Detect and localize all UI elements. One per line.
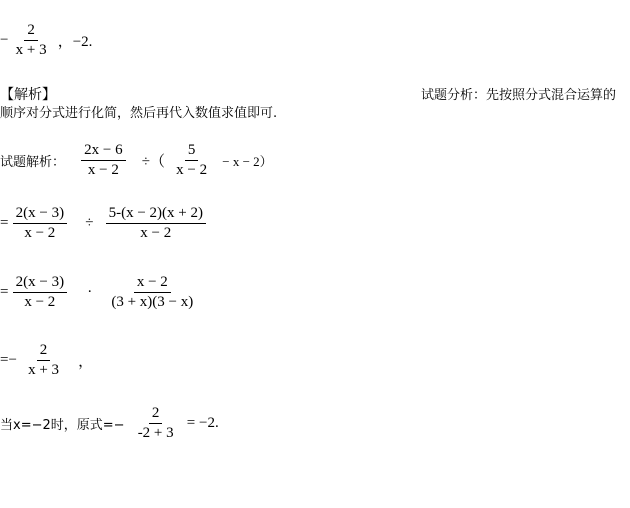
solution-step-1 [0, 142, 273, 179]
step2-divide: ÷ [85, 215, 94, 231]
analysis-heading: 【解析】 [0, 87, 56, 103]
step2-fraction-b [106, 205, 206, 242]
solution-step-5 [0, 405, 219, 442]
step2-fraction-a-denominator: x − 2 [24, 225, 56, 241]
step2-fraction-a-numerator: 2(x − 3) [13, 205, 67, 224]
step3-fraction-a-numerator: 2(x − 3) [13, 274, 67, 293]
step4-fraction-denominator: x + 3 [28, 362, 60, 378]
step3-fraction-b-denominator: (3 + x)(3 − x) [111, 294, 194, 310]
answer-fraction [13, 22, 50, 59]
step5-fraction-numerator: 2 [149, 405, 163, 424]
step2-fraction-b-denominator: x − 2 [140, 225, 172, 241]
step3-multiply: · [87, 284, 93, 300]
step3-equals: = [0, 284, 9, 300]
step1-fraction-a [81, 142, 125, 179]
step2-equals: = [0, 215, 9, 231]
step2-fraction-a [13, 205, 67, 242]
step3-fraction-a [13, 274, 67, 311]
step1-fraction-a-numerator: 2x − 6 [81, 142, 125, 161]
step1-fraction-a-denominator: x − 2 [87, 162, 119, 178]
step5-fraction-denominator: -2 + 3 [137, 425, 174, 441]
solution-label: 试题解析： [0, 155, 66, 170]
step5-tail: = −2. [186, 415, 219, 431]
step1-fraction-b [173, 142, 210, 179]
step4-equals-minus: =− [0, 352, 17, 368]
step2-fraction-b-numerator: 5-(x − 2)(x + 2) [106, 205, 206, 224]
answer-fraction-numerator: 2 [24, 22, 38, 41]
step5-prefix: 当x=−2时，原式=− [0, 418, 125, 433]
step1-fraction-b-denominator: x − 2 [176, 162, 208, 178]
answer-minus: − [0, 32, 9, 48]
step1-fraction-b-numerator: 5 [185, 142, 199, 161]
solution-step-4 [0, 342, 93, 379]
step3-fraction-b-numerator: x − 2 [134, 274, 171, 293]
step1-tail: − x − 2） [222, 154, 273, 169]
answer-tail: ，−2. [57, 34, 93, 50]
step5-fraction [135, 405, 177, 442]
step4-tail: ， [78, 354, 94, 370]
answer-fraction-denominator: x + 3 [15, 42, 47, 58]
step4-fraction [25, 342, 62, 379]
solution-step-2 [0, 205, 206, 242]
step3-fraction-b [108, 274, 196, 311]
analysis-side-text: 试题分析：先按照分式混合运算的 [421, 88, 617, 103]
step1-divide: ÷（ [141, 154, 165, 170]
step3-fraction-a-denominator: x − 2 [24, 294, 56, 310]
step4-fraction-numerator: 2 [37, 342, 51, 361]
solution-step-3 [0, 274, 196, 311]
analysis-line-2: 顺序对分式进行化简，然后再代入数值求值即可. [0, 106, 278, 121]
answer-line [0, 22, 92, 59]
